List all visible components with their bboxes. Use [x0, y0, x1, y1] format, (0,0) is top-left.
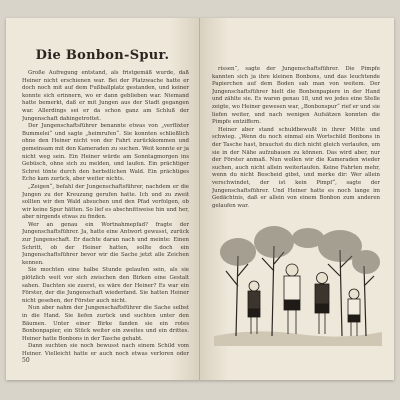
foliage [220, 226, 380, 274]
left-page-text [22, 70, 189, 356]
paragraph: „Zeigen“, befahl der Jungenschaftsführer, nachdem er die Jungen zu der Kreuzung gerufen hatte. Ich und zu zweit sollten wir den Wald absuchen und den Pfad verfolgen, ob wir keine Spur hätten. So lief es abschnittweise hin und her, aber nirgends etwas zu finden. [22, 183, 189, 221]
left-page [6, 18, 200, 380]
boy-figure-icon [248, 281, 260, 334]
right-page-text [212, 66, 380, 216]
page-number: 50 [22, 357, 30, 364]
boy-figure-icon [284, 264, 300, 334]
paragraph: Nun aber nahm der Jungenschaftsführer die Sache selbst in die Hand. Sie liefen zurück und suchten unter den Bäumen. Unter einer Birke fanden sie ein rotes Bonbonpapier, ein Stück weiter ein zweites und ein drittes. Heiner hatte Bonbons in der Tasche gehabt. [22, 305, 189, 342]
paragraph: Sie mochten eine halbe Stunde gelaufen sein, als sie plötzlich weit vor sich zwischen den Birken eine Gestalt sahen. Dachten sie zuerst, es wäre der Heiner? Es war ein Förster, der die Jungenschaft wiederfand. Sie hatten Heiner nicht gesehen, der Förster auch nicht. [22, 267, 189, 304]
paragraph: Der Jungenschaftsführer benannte etwas von „verflixter Bummelei“ und sagte „heimrufen“. Sie konnten schließlich ohne den Heiner nicht von der Fahrt zurückkommen und gemeinsam mit den Kameraden zu suchen. Weit konnte er ja nicht weg sein. Ein Heiner würde am Sonntagmorgen ins Gebüsch, ohne sich zu melden, und laufen. Ein prächtiger Schrei tönte durch den herbstlichen Wald. Ein prächtiges Echo kam zurück, aber weiter nichts. [22, 123, 189, 183]
illustration-boys-in-forest [214, 216, 382, 346]
story-title: Die Bonbon-Spur. [35, 48, 170, 63]
paragraph: Heiner aber stand schuldbewußt in ihrer Mitte und schwieg. „Wenn du noch einmal ein Wortschild Bonbons in der Tasche hast, brauchst du dich nicht gleich verlaufen, um sie in der Nähe aufzubauen zu können. Das wird aber, nur der Förster anmaß. Nun wollen wir die Kameraden wieder suchen, auch nicht allein weiterlaufen. Keine Fahrten mehr, wenn du nicht Bescheid gibst, und merke dir: Wer allein verschwindet, der ist kein Pimpf“, sagte der Jungenschaftsführer. Und Heiner hatte es noch lange im Gedächtnis, daß er allein von einem Bonbon zum anderen gelaufen war. [212, 126, 380, 209]
paragraph: Große Aufregung entstand, als fristgemäß wurde, daß Heiner nicht erschienen war. Bei der Platzwache hatte er doch noch mit auf dem Fußballplatz gestanden, und keiner konnte sich erinnern, wo er dann geblieben war. Niemand hatte bemerkt, daß er mit Jungen aus der Stadt gegangen war. Allerdings sei er da schon ganz am Schluß der Jungenschaft dahingetrottet. [22, 70, 189, 122]
open-book [6, 18, 394, 380]
paragraph: Dann suchten sie noch bewusst nach einem Schild vom Heiner. Vielleicht hatte er auch noch etwas verloren oder [22, 343, 189, 356]
boy-figure-icon [315, 273, 329, 335]
boy-figure-icon [348, 289, 360, 336]
paragraph: rissen“, sagte der Jungenschaftsführer. Die Pimpfe kannten sich ja ihre kleinen Bonbons, und das leuchtende Papierchen auf dem Boden sah man von weitem. Der Jungenschaftsführer hielt die Bonbonpapiere in der Hand und zählte sie. Es waren genau 18, und wo jedes eine Stelle zeigte, wo Heiner gewesen war, „Bonbonspur“ rief er und sie liefen weiter, und nach wenigen Aufsätzen konnten die Pimpfe entziffern. [212, 66, 380, 126]
paragraph: Wer an genau ein Wortnahmepfad? fragte der Jungenschaftsführer. Ja, hatte eine Antwort gewusst, zurück zur Jungenschaft. Er dachte daran nach und meinte: Einen Schritt, ob der Heiner hatten, sollte doch ein Jungenschaftsführer bevor wir die Sache jetzt alle Zeichen kennen. [22, 221, 189, 266]
right-page [200, 18, 394, 380]
